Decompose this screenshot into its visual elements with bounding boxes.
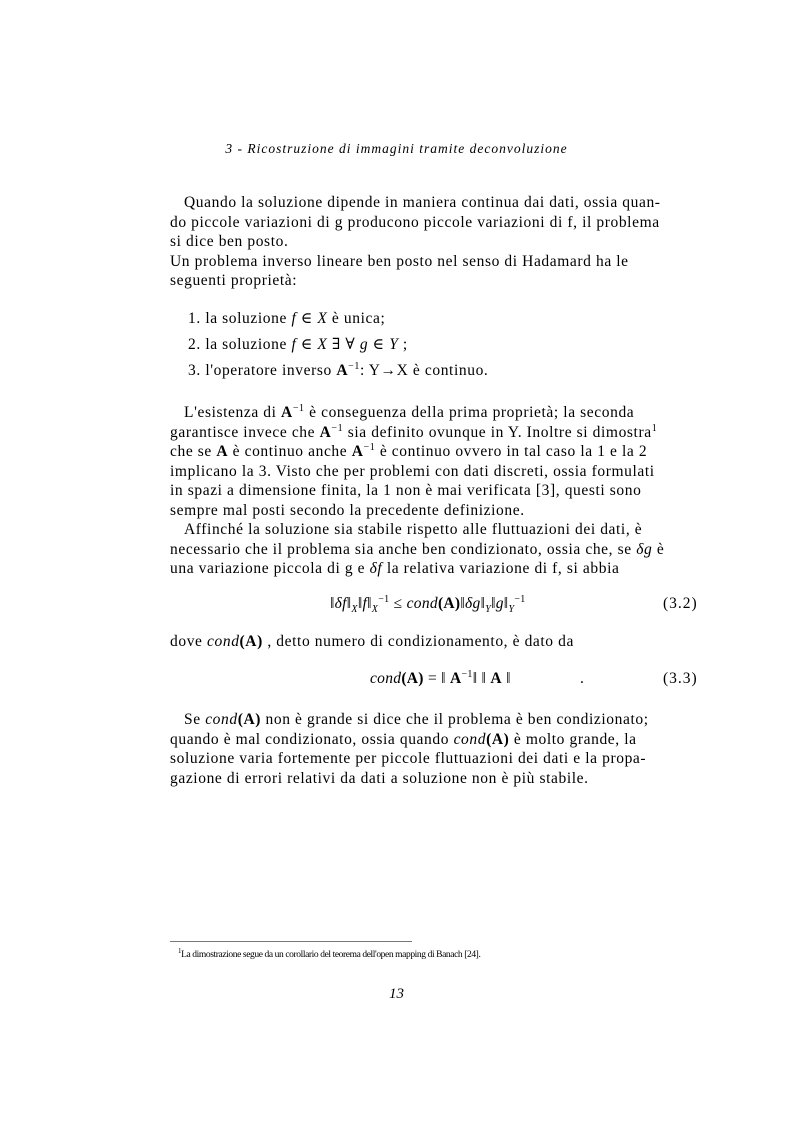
properties-list (188, 309, 488, 387)
equation-3-3: cond(A) = ‖ $A^{-1}‖$ ‖ A ‖ (370, 668, 511, 687)
running-header: 3 - Ricostruzione di immagini tramite deconvoluzione (225, 141, 568, 156)
footnote: $^1$La dimostrazione segue da un corollario del teorema dell'open mapping di Banach [24]. (178, 946, 481, 960)
list-item: 2. la soluzione f ∈ X ∃ ∀ g ∈ Y ; (188, 336, 408, 353)
conditioning-paragraph: Se cond(A) non è grande si dice che il problema è ben condizionato; quando è mal condizionato, ossia quando cond(A) è molto grande, la soluzione varia fortemente per piccole fluttuazioni dei dati e la propa- gazione di errori relativi da dati a soluzione non è più stabile. (170, 711, 649, 787)
equation-dot: . (580, 670, 585, 687)
footnote-ref: 1 (651, 422, 658, 434)
page-number: 13 (389, 986, 404, 1002)
equation-number-3-2: (3.2) (663, 595, 698, 612)
footnote-separator (170, 941, 412, 942)
equation-number-3-3: (3.3) (663, 670, 698, 687)
existence-paragraph: L'esistenza di $A^{-1}$ è conseguenza della prima proprietà; la seconda garantisce invece che $A^{-1}$ sia definito ovunque in Y. Inoltre si dimostra$^1$ che se A è continuo anche $A^{-1}$ è continuo ovvero in tal caso la 1 e la 2 implicano la 3. Visto che per problemi con dati discreti, ossia formulati in spazi a dimensione finita, la 1 non è mai verificata [3], questi sono sempre mal posti secondo la precedente definizione. Affinché la soluzione sia stabile rispetto alle fluttuazioni dei dati, è necessario che il problema sia anche ben condizionato, ossia che, se δg è una variazione piccola di g e δf la relativa variazione di f, si abbia (170, 402, 665, 577)
intro-paragraph: Quando la soluzione dipende in maniera continua dai dati, ossia quan- do piccole variazioni di g producono piccole variazioni di f, il problema si dice ben posto. Un problema inverso lineare ben posto nel senso di Hadamard ha le seguenti proprietà: (170, 194, 661, 289)
list-item: 3. l'operatore inverso $A^{-1}$: Y→X è continuo. (188, 360, 489, 379)
list-item: 1. la soluzione f ∈ X è unica; (188, 310, 386, 327)
definition-line: dove cond(A) , detto numero di condizionamento, è dato da (170, 633, 574, 650)
equation-3-2: $‖\delta f‖_X‖f‖_X^{-1}$ ≤ $cond(A)‖\delta g‖_Y‖g‖_Y^{-1}$ (330, 593, 526, 616)
